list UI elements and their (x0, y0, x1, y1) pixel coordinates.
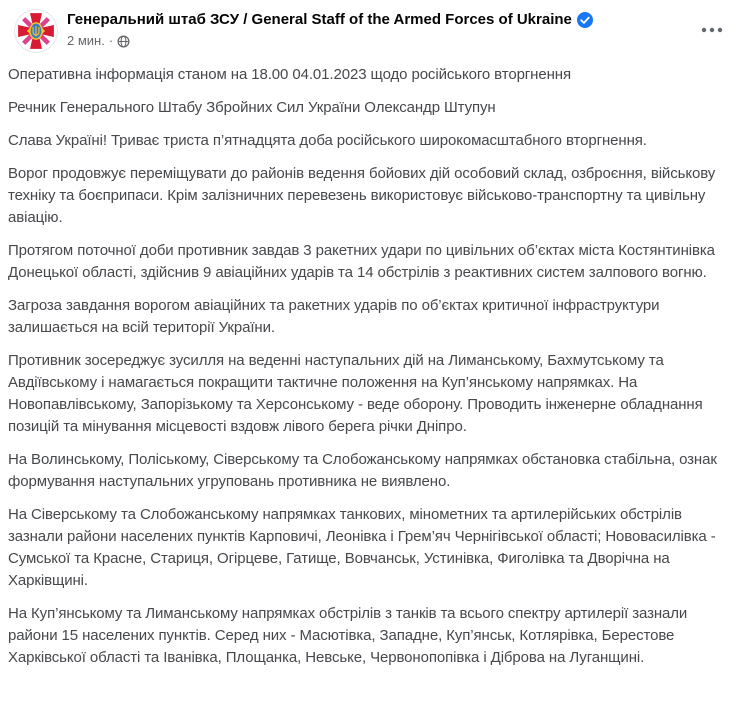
ellipsis-icon (701, 27, 723, 33)
more-options-button[interactable] (698, 19, 726, 41)
page-name-link[interactable]: Генеральний штаб ЗСУ / General Staff of the Armed Forces of Ukraine (67, 11, 572, 28)
timestamp-link[interactable]: 2 мин. (67, 33, 105, 48)
verified-badge-icon (577, 12, 593, 28)
post-paragraph: Протягом поточної доби противник завдав 3 ракетних удари по цивільних об’єктах міста Костянтинівка Донецької області, здійснив 9 авіаційних ударів та 14 обстрілів з реактивних систем залпового вогню. (8, 242, 715, 281)
post-text (0, 53, 739, 669)
post-header (0, 0, 739, 53)
general-staff-emblem-icon (14, 9, 58, 53)
meta-separator: · (108, 33, 114, 48)
globe-icon (117, 35, 130, 48)
post-meta (67, 33, 593, 49)
post-paragraph: Загроза завдання ворогом авіаційних та ракетних ударів по об’єктах критичної інфраструктури залишається на всій території України. (8, 297, 660, 336)
header-info (67, 9, 593, 49)
post-paragraph: Речник Генерального Штабу Збройних Сил України Олександр Штупун (8, 99, 496, 116)
post-paragraph: На Сіверському та Слобожанському напрямках танкових, мінометних та артилерійських обстрілів зазнали райони населених пунктів Карповичі, Леонівка і Грем’яч Чернігівської області; Нововасилівка - Сумської та Красне, Стариця, Огірцеве, Гатище, Вовчанськ, Устинівка, Фиголівка та Дворічна на Харківщині. (8, 506, 716, 589)
post-paragraph: На Волинському, Поліському, Сіверському та Слобожанському напрямках обстановка стабільна, ознак формування наступальних угруповань противника не виявлено. (8, 451, 717, 490)
title-row (67, 10, 593, 30)
post-paragraph: Ворог продовжує переміщувати до районів ведення бойових дій особовий склад, озброєння, військову техніку та боєприпаси. Крім залізничних перевезень використовує військово-транспортну та цивільну авіацію. (8, 165, 716, 226)
post-paragraph: Оперативна інформація станом на 18.00 04.01.2023 щодо російського вторгнення (8, 66, 571, 83)
post-paragraph: Слава Україні! Триває триста п’ятнадцята доба російського широкомасштабного вторгнення. (8, 132, 647, 149)
post-paragraph: На Куп’янському та Лиманському напрямках обстрілів з танків та всього спектру артилерії зазнали райони 15 населених пунктів. Серед них - Масютівка, Западне, Куп’янськ, Котлярівка, Берестове Харківської області та Іванівка, Площанка, Невське, Червонопопівка і Діброва на Луганщині. (8, 605, 688, 666)
avatar[interactable] (14, 9, 58, 53)
post-paragraph: Противник зосереджує зусилля на веденні наступальних дій на Лиманському, Бахмутському та Авдіївському і намагається покращити тактичне положення на Куп’янському напрямках. На Новопавлівському, Запорізькому та Херсонському - веде оборону. Проводить інженерне обладнання позицій та мінування місцевості вздовж лівого берега річки Дніпро. (8, 352, 703, 435)
